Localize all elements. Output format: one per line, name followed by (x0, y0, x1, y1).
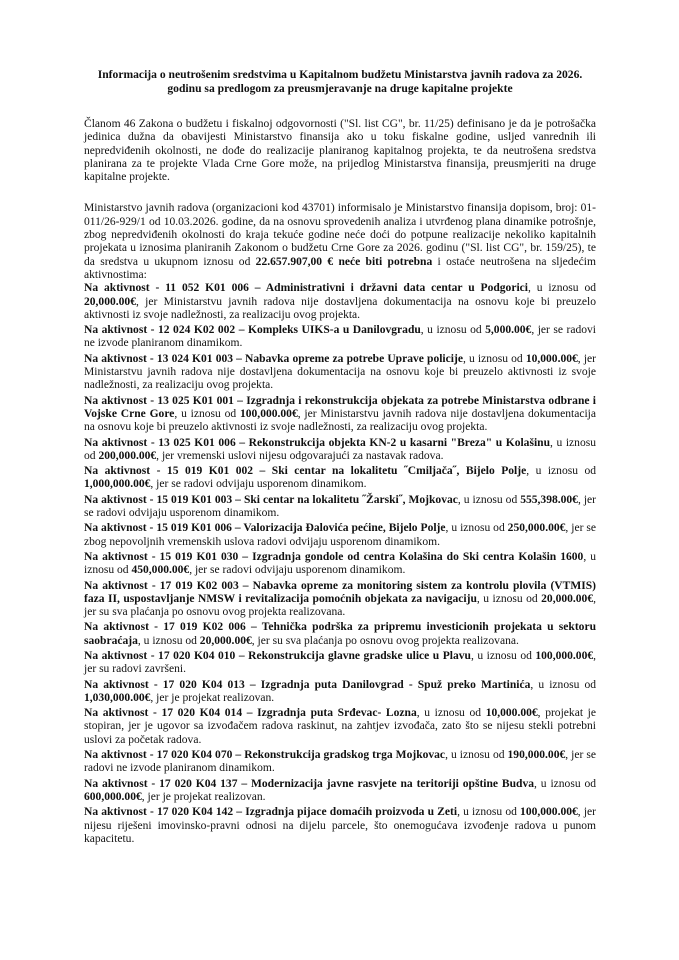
item-amount: 190,000.00€ (507, 749, 566, 762)
item-amount: 100,000.00€ (239, 407, 298, 420)
item-reason: , jer Ministarstvu javnih radova nije dostavljena dokumentacija na osnovu koje bi preuzelo aktivnosti iz svoje nadležnosti, za realizaciju ovog projekta. (84, 295, 596, 321)
item-sep: , u iznosu od (534, 777, 597, 790)
item-sep: , u iznosu od (445, 749, 508, 762)
item-sep: , u iznosu od (476, 592, 542, 605)
item-label: Na aktivnost - 12 024 K02 002 – Kompleks UIKS-a u Danilovgradu (84, 324, 421, 337)
item-reason: , jer se radovi ne izvode planiranom dinamikom. (84, 749, 596, 775)
list-item (84, 353, 596, 393)
item-sep: , u iznosu od (420, 324, 486, 337)
item-amount: 600,000.00€ (84, 790, 142, 803)
list-item (84, 522, 596, 549)
list-item (84, 494, 596, 521)
list-item (84, 679, 596, 706)
item-reason: , jer se radovi odvijaju usporenom dinamikom. (189, 564, 406, 577)
list-item (84, 650, 596, 677)
item-amount: 555,398.00€ (520, 493, 578, 506)
document-title: Informacija o neutrošenim sredstvima u Kapitalnom budžetu Ministarstva javnih radova za 2026. godinu sa predlogom za preusmjeravanje na druge kapitalne projekte (97, 68, 583, 95)
item-label: Na aktivnost - 13 024 K01 003 – Nabavka opreme za potrebe Uprave policije (84, 352, 463, 365)
item-label: Na aktivnost - 17 020 K04 013 – Izgradnja puta Danilovgrad - Spuž preko Martinića (84, 678, 531, 691)
item-amount: 250,000.00€ (507, 522, 566, 535)
list-item (84, 749, 596, 776)
item-label: Na aktivnost - 17 019 K02 006 – Tehnička podrška za pripremu investicionih projekata u sektoru saobraćaja (84, 621, 596, 647)
body-text: Ministarstvo javnih radova (organizacioni kod 43701) informisalo je Ministarstvo finansija dopisom, broj: 01-011/26-929/1 od 10.03.2026. godine, da na osnovu sprovedenih analiza i utvrđenog plana dinamike potrošnje, zbog nepredviđenih okolnosti do kraja tekuće godine neće doći do potpune realizacije nekoliko kapitalnih projekata u iznosima planiranih Zakonom o budžetu Crne Gore za 2026. godinu ("Sl. list CG", br. 159/25), te da sredstva u ukupnom iznosu od (84, 202, 596, 268)
item-amount: 100,000.00€ (535, 649, 594, 662)
item-sep: , u iznosu od (457, 806, 521, 819)
item-reason: , jer se radovi ne izvode planiranom dinamikom. (84, 324, 596, 350)
list-item (84, 806, 596, 846)
item-label: Na aktivnost - 17 020 K04 070 – Rekonstrukcija gradskog trga Mojkovac (84, 749, 446, 762)
intro-paragraph: Članom 46 Zakona o budžetu i fiskalnoj odgovornosti ("Sl. list CG", br. 11/25) definisano je da je potrošačka jedinica dužna da obavijesti Ministarstvo finansija ako u toku fiskalne godine, usljed vanrednih ili nepredviđenih okolnosti, ne dođe do realizacije planiranog kapitalnog projekta, te da neutrošena sredstva planirana za te projekte Vlada Crne Gore može, na prijedlog Ministarstva finansija, preusmjeriti na druge kapitalne projekte. (84, 118, 596, 184)
item-amount: 20,000.00€ (199, 634, 252, 647)
item-sep: , u iznosu od (526, 465, 597, 478)
item-amount: 1,000,000.00€ (84, 478, 151, 491)
item-amount: 20,000.00€ (84, 295, 136, 308)
item-sep: , u iznosu od (457, 493, 521, 506)
item-sep: , u iznosu od (462, 352, 526, 365)
list-item (84, 580, 596, 620)
item-reason: , projekat je stopiran, jer je ugovor sa izvođačem radova raskinut, na zahtjev izvođača, zato što se nijesu stekli potrebni uslovi za početak radova. (84, 707, 596, 746)
item-sep: , u iznosu od (137, 634, 200, 647)
item-sep: , u iznosu od (84, 550, 596, 577)
item-label: Na aktivnost - 17 020 K04 010 – Rekonstrukcija glavne gradske ulice u Plavu (84, 649, 471, 662)
item-sep: , u iznosu od (84, 436, 596, 462)
item-sep: , u iznosu od (416, 707, 486, 720)
item-amount: 1,030,000.00€ (84, 691, 151, 704)
list-item (84, 324, 596, 351)
item-label: Na aktivnost - 17 020 K04 142 – Izgradnja pijace domaćih proizvoda u Zeti (84, 806, 458, 819)
item-reason: , jer su sva plaćanja po osnovu ovog projekta realizovana. (84, 592, 596, 619)
item-amount: 450,000.00€ (131, 564, 190, 577)
list-item (84, 465, 596, 492)
item-label: Na aktivnost - 15 019 K01 006 – Valorizacija Đalovića pećine, Bijelo Polje (84, 522, 446, 535)
item-amount: 200,000.00€ (98, 449, 157, 462)
item-label: Na aktivnost - 15 019 K01 003 – Ski centar na lokalitetu ˝Žarski˝, Mojkovac (84, 493, 458, 506)
item-label: Na aktivnost - 15 019 K01 002 – Ski centar na lokalitetu ˝Cmiljača˝, Bijelo Polje (84, 465, 527, 478)
item-label: Na aktivnost - 13 025 K01 001 – Izgradnja i rekonstrukcija objekata za potrebe Ministarstva odbrane i Vojske Crne Gore (84, 394, 596, 420)
item-reason: , jer vremenski uslovi nijesu odgovarajući za nastavak radova. (156, 449, 444, 462)
activity-list (84, 282, 596, 846)
item-reason: , jer se radovi odvijaju usporenom dinamikom. (150, 478, 367, 491)
list-item (84, 282, 596, 322)
item-reason: , jer je projekat realizovan. (150, 691, 275, 704)
item-amount: 10,000.00€ (525, 352, 578, 365)
item-sep: , u iznosu od (528, 282, 597, 295)
item-label: Na aktivnost - 15 019 K01 030 – Izgradnja gondole od centra Kolašina do Ski centra Kolašin 1600 (84, 550, 584, 563)
item-amount: 100,000.00€ (520, 806, 578, 819)
total-amount: 22.657.907,00 € neće biti potrebna (255, 255, 433, 268)
item-reason: , jer je projekat realizovan. (141, 790, 266, 803)
item-amount: 10,000.00€ (485, 707, 538, 720)
item-label: Na aktivnost - 17 020 K04 137 – Modernizacija javne rasvjete na teritoriji opštine Budva (84, 777, 535, 790)
list-item (84, 551, 596, 578)
item-label: Na aktivnost - 11 052 K01 006 – Administrativni i državni data centar u Podgorici (84, 282, 528, 295)
item-reason: , jer se zbog nepovoljnih vremenskih uslova radovi odvijaju usporenom dinamikom. (84, 522, 596, 548)
list-item (84, 437, 596, 464)
item-label: Na aktivnost - 13 025 K01 006 – Rekonstrukcija objekta KN-2 u kasarni "Breza" u Kolašinu (84, 436, 551, 449)
item-sep: , u iznosu od (470, 649, 536, 662)
list-item (84, 395, 596, 435)
item-label: Na aktivnost - 17 019 K02 003 – Nabavka opreme za monitoring sistem za kontrolu plovila (VTMIS) faza II, uspostavljanje NMSW i revitalizacija pomoćnih objekata za navigaciju (84, 579, 596, 605)
item-reason: , jer su radovi završeni. (84, 649, 596, 676)
item-reason: , jer nijesu riješeni imovinsko-pravni odnosi na dijelu parcele, što onemogućava izvođenje radova u punom kapacitetu. (84, 806, 596, 845)
item-reason: , jer se radovi odvijaju usporenom dinamikom. (84, 493, 597, 520)
list-item (84, 621, 596, 648)
body-paragraph (84, 202, 596, 282)
item-sep: , u iznosu od (445, 522, 508, 535)
item-amount: 5,000.00€ (485, 324, 532, 337)
item-reason: , jer su sva plaćanja po osnovu ovog projekta realizovana. (251, 634, 519, 647)
item-sep: , u iznosu od (174, 407, 240, 420)
item-reason: , jer Ministarstvu javnih radova nije dostavljena dokumentacija na osnovu koje bi preuzelo aktivnosti iz svoje nadležnosti, za realizaciju ovog projekta. (84, 352, 596, 392)
item-label: Na aktivnost - 17 020 K04 014 – Izgradnja puta Srđevac- Lozna (84, 707, 417, 720)
document-page (84, 68, 596, 848)
body-tail: i ostaće neutrošena na sljedećim aktivnostima: (84, 255, 596, 281)
list-item (84, 778, 596, 805)
item-amount: 20,000.00€ (541, 592, 594, 605)
list-item (84, 707, 596, 747)
item-sep: , u iznosu od (530, 678, 597, 691)
item-reason: , jer Ministarstvu javnih radova nije dostavljena dokumentacija na osnovu koje bi preuzelo aktivnosti iz svoje nadležnosti, za realizaciju ovog projekta. (84, 407, 596, 434)
